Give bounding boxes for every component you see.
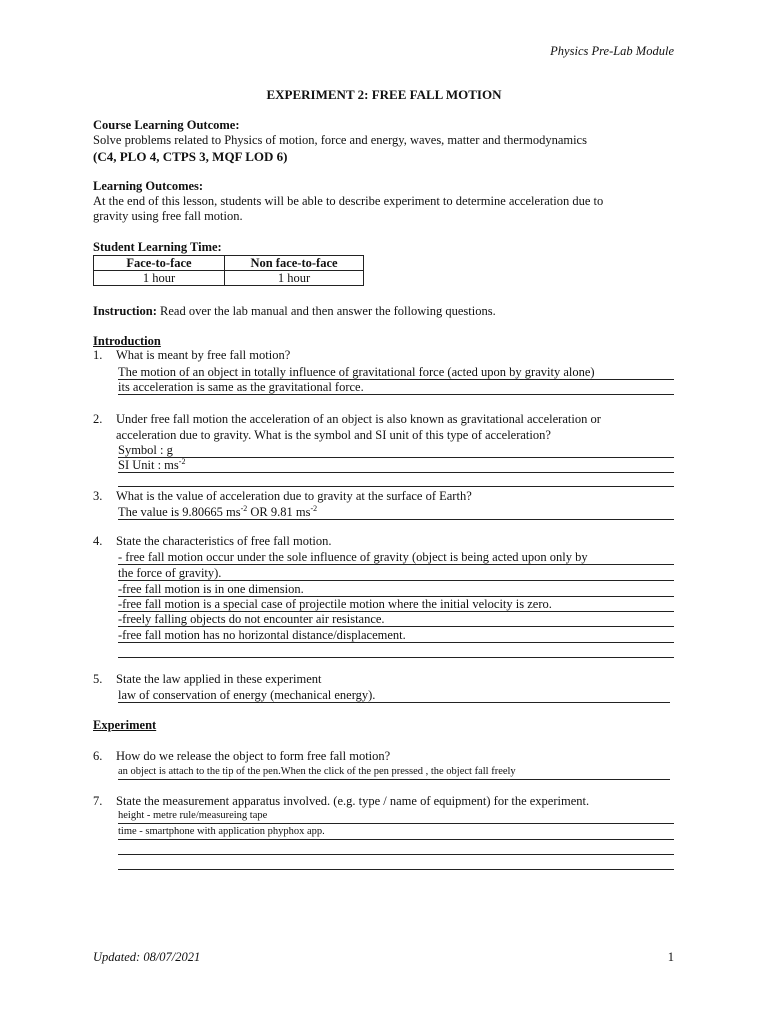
answer-2-blank — [118, 486, 674, 487]
answer-4-line-5: -freely falling objects do not encounter air resistance. — [118, 612, 674, 627]
answer-3-line-1 — [118, 505, 674, 520]
answer-1-line-1: The motion of an object in totally influence of gravitational force (acted upon by gravity alone) — [118, 365, 674, 380]
g-value-exponent-1: -2 — [240, 505, 248, 513]
answer-1-line-2: its acceleration is same as the gravitational force. — [118, 380, 674, 395]
answer-7-blank-2 — [118, 869, 674, 870]
answer-4-line-2: the force of gravity). — [118, 566, 674, 581]
g-value-exponent-2: -2 — [310, 505, 318, 513]
learning-time-table — [93, 255, 364, 286]
answer-2-line-1: Symbol : g — [118, 443, 674, 458]
answer-4-line-3: -free fall motion is in one dimension. — [118, 582, 674, 597]
page-title: EXPERIMENT 2: FREE FALL MOTION — [266, 87, 502, 102]
question-3-number: 3. — [93, 489, 103, 503]
course-outcome-heading: Course Learning Outcome: — [93, 118, 240, 132]
instruction-label: Instruction: — [93, 304, 157, 318]
question-4-text: State the characteristics of free fall motion. — [116, 534, 332, 548]
question-4 — [93, 534, 683, 549]
si-unit-text: SI Unit : ms — [118, 458, 179, 472]
question-3-text: What is the value of acceleration due to gravity at the surface of Earth? — [116, 489, 472, 503]
instruction-text: Read over the lab manual and then answer the following questions. — [156, 304, 496, 318]
question-4-number: 4. — [93, 534, 103, 548]
question-1-number: 1. — [93, 348, 103, 362]
question-5 — [93, 672, 683, 687]
g-value-text: The value is 9.80665 ms — [118, 505, 241, 519]
course-outcome-codes: (C4, PLO 4, CTPS 3, MQF LOD 6) — [93, 149, 288, 164]
slt-val-face: 1 hour — [94, 271, 225, 286]
answer-4-line-1: - free fall motion occur under the sole influence of gravity (object is being acted upon only by — [118, 550, 674, 565]
question-2-text-1: Under free fall motion the acceleration of an object is also known as gravitational acceleration or — [116, 412, 601, 426]
question-1-text: What is meant by free fall motion? — [116, 348, 291, 362]
learning-outcomes-line2: gravity using free fall motion. — [93, 209, 243, 223]
answer-4-line-6: -free fall motion has no horizontal distance/displacement. — [118, 628, 674, 643]
g-value-alt-text: OR 9.81 ms — [247, 505, 311, 519]
question-2 — [93, 412, 683, 427]
answer-4-blank — [118, 657, 674, 658]
learning-outcomes-heading: Learning Outcomes: — [93, 179, 204, 193]
question-6 — [93, 749, 683, 764]
question-7 — [93, 794, 683, 809]
si-unit-exponent: -2 — [178, 458, 186, 466]
question-2-text-2: acceleration due to gravity. What is the symbol and SI unit of this type of acceleration? — [116, 428, 551, 442]
learning-outcomes-line1: At the end of this lesson, students will be able to describe experiment to determine acceleration due to — [93, 194, 604, 208]
module-header: Physics Pre-Lab Module — [550, 44, 674, 58]
answer-6-line-1: an object is attach to the tip of the pen.When the click of the pen pressed , the object fall freely — [118, 765, 670, 780]
question-3 — [93, 489, 683, 504]
answer-7-line-2: time - smartphone with application phyphox app. — [118, 825, 674, 840]
answer-4-line-4: -free fall motion is a special case of projectile motion where the initial velocity is zero. — [118, 597, 674, 612]
page-number: 1 — [667, 950, 674, 964]
updated-date: Updated: 08/07/2021 — [93, 950, 201, 964]
question-6-text: How do we release the object to form free fall motion? — [116, 749, 391, 763]
slt-col-face: Face-to-face — [94, 256, 225, 271]
question-5-number: 5. — [93, 672, 103, 686]
answer-7-line-1: height - metre rule/measureing tape — [118, 809, 674, 824]
slt-heading: Student Learning Time: — [93, 240, 222, 254]
slt-val-nonface: 1 hour — [225, 271, 364, 286]
question-2-number: 2. — [93, 412, 103, 426]
experiment-heading: Experiment — [93, 718, 157, 732]
question-7-number: 7. — [93, 794, 103, 808]
instruction — [93, 304, 496, 319]
question-6-number: 6. — [93, 749, 103, 763]
answer-5-line-1: law of conservation of energy (mechanical energy). — [118, 688, 670, 703]
answer-2-line-2 — [118, 458, 674, 473]
course-outcome-text: Solve problems related to Physics of motion, force and energy, waves, matter and thermodynamics — [93, 133, 587, 147]
question-5-text: State the law applied in these experiment — [116, 672, 322, 686]
question-1 — [93, 348, 683, 363]
slt-col-nonface: Non face-to-face — [225, 256, 364, 271]
introduction-heading: Introduction — [93, 334, 161, 348]
question-7-text: State the measurement apparatus involved. (e.g. type / name of equipment) for the experiment. — [116, 794, 590, 808]
answer-7-blank-1 — [118, 854, 674, 855]
